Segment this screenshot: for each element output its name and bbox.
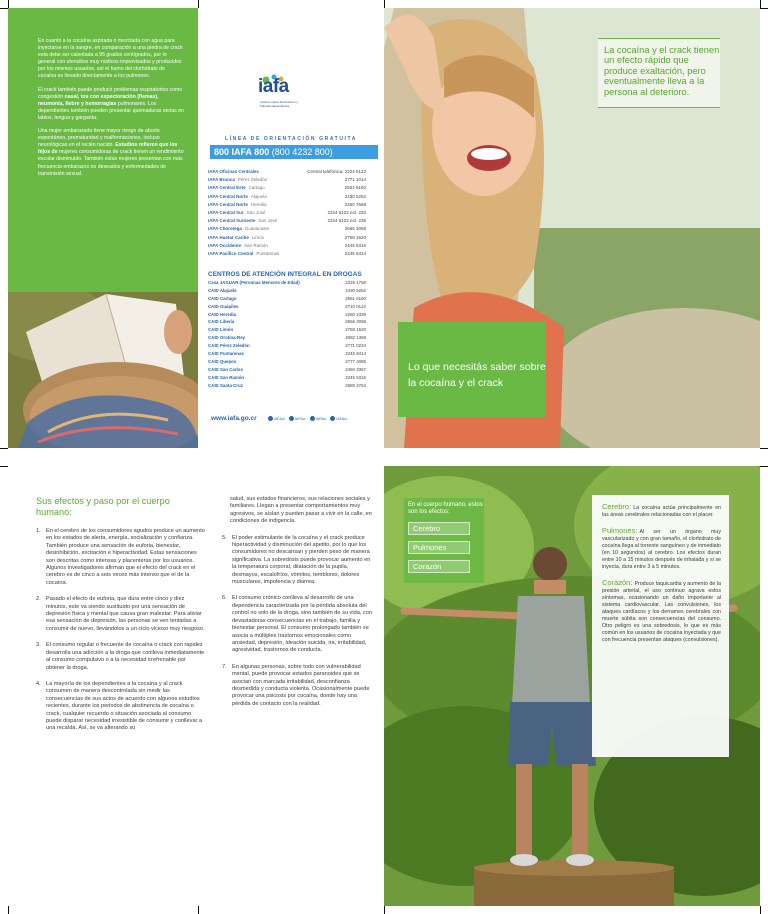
crop-mark (8, 0, 9, 8)
effect-text: Pasado el efecto de euforia, que dura entre cinco y diez minutos, este va siendo sustituido por una sensación de depresión física y mental que causa gran malestar. Para aliviar esa sensación de depresión, las personas se ven tentadas a consumir de nuevo, llevándolos a un ciclo vicioso muy riesgoso. (46, 596, 205, 632)
organ-paragraph (602, 579, 721, 644)
social-icon (310, 416, 315, 421)
office-city: Limón (251, 234, 265, 240)
office-name: IAFA Central Norte (208, 193, 248, 199)
iafa-logo-subtitle: Instituto sobre Alcoholismo y Farmacodependencia (260, 100, 299, 108)
organ-tag-1[interactable]: Pulmones (408, 541, 470, 554)
effects-column-1 (36, 496, 206, 742)
center-name: CAID Limón (208, 327, 234, 333)
office-phone[interactable]: 2771 1014 (344, 177, 366, 183)
center-phone[interactable]: 2771 0234 (345, 343, 366, 349)
pregnant-woman-reading-photo (8, 292, 198, 448)
body-effects-title: En el cuerpo humano, estos son los efectos: (408, 502, 483, 516)
office-city: San Ramón (244, 242, 268, 248)
center-name: CAID Puntarenas (208, 351, 244, 357)
effect-item (222, 595, 374, 654)
organ-name: Corazón: (602, 578, 633, 587)
office-name: IAFA Chorotega (208, 226, 242, 232)
center-row (208, 295, 376, 303)
effects-title: Sus efectos y paso por el cuerpo humano: (36, 496, 170, 517)
social-links (268, 416, 347, 421)
office-phone[interactable]: 2551 6160 (344, 185, 366, 191)
effects-column-2 (222, 496, 374, 717)
effect-item (222, 664, 374, 708)
center-phone[interactable]: 2710 0122 (345, 303, 366, 309)
effect-number: 2. (36, 596, 41, 603)
info-paragraph: En cuanto a la cocaína aspirada o mezclada con agua para inyectarse en la sangre, en comparación a una piedra de crack esta debe ser calentada a 95 grados centígrados, por lo general con utensilios muy rústicos improvisados y producidos por los mismos usuarios, así el humo del clorhidrato de cocaína es llevado directamente a los pulmones. (38, 38, 183, 80)
social-handle: IAFAcr (315, 416, 327, 421)
social-icon (330, 416, 335, 421)
organ-name: Pulmones: (602, 526, 638, 535)
center-row (208, 342, 376, 350)
organ-name: Cerebro: (602, 502, 632, 511)
center-row (208, 358, 376, 366)
center-row (208, 366, 376, 374)
social-link[interactable] (330, 416, 347, 421)
center-phone[interactable]: 2245 5316 (345, 374, 366, 380)
office-name: IAFA Occidente (208, 242, 242, 248)
body-effects-box (404, 498, 484, 583)
centers-list (208, 279, 376, 389)
office-city: Alajuela (250, 193, 267, 199)
office-phone[interactable]: 2758 1520 (344, 234, 366, 240)
office-name: IAFA Central Este (208, 185, 246, 191)
center-row (208, 326, 376, 334)
office-name: IAFA Brunca (208, 177, 235, 183)
crop-mark (760, 906, 761, 914)
center-name: CAID Liberia (208, 319, 235, 325)
office-phone[interactable]: 2666 3058 (344, 226, 366, 232)
social-link[interactable] (268, 416, 285, 421)
center-phone[interactable]: 2430 5252 (345, 287, 366, 293)
info-paragraph: El crack también puede producir problemas respiratorios como congestión nasal, tos con expectoración (flemas), neumonía, fiebre y hemorragias pulmonares. Los dependientes también pueden presentar quemaduras serias en labios, lengua y garganta. (38, 86, 184, 121)
social-icon (268, 416, 273, 421)
effect-number: 6. (222, 595, 227, 602)
center-name: CAID Pérez Zeledón (208, 343, 250, 349)
crack-info-panel (8, 8, 198, 292)
office-phone[interactable]: 2430 5252 (344, 193, 366, 199)
crop-mark (0, 466, 8, 467)
organ-paragraph (602, 527, 721, 571)
organ-text: La cocaína actúa principalmente en las áreas cerebrales relacionadas con el placer. (602, 505, 721, 518)
office-row (208, 217, 376, 225)
office-phone[interactable]: 2260 7668 (344, 201, 366, 207)
center-row (208, 311, 376, 319)
social-link[interactable] (289, 416, 306, 421)
office-city: Cartago (248, 185, 265, 191)
hotline-number[interactable]: 800 IAFA 800 (800 4232 800) (210, 145, 378, 159)
office-city: Puntarenas (256, 250, 280, 256)
office-name: IAFA Central Suroeste (208, 218, 256, 224)
organ-tags (408, 522, 484, 573)
crop-mark (760, 0, 761, 8)
crop-mark (198, 0, 199, 8)
center-phone[interactable]: 2245 9414 (345, 351, 366, 357)
effects-list (222, 535, 374, 709)
office-row (208, 234, 376, 242)
center-name: CAID Cartago (208, 295, 237, 301)
effect-text: El consumo crónico conlleva al desarrollo de una dependencia caracterizada por la pérdida absoluta del control no solo de la droga, sino también de su vida, con devastadoras consecuencias en el trabajo, familia y bienestar personal. El consumo prolongado también se asocia a múltiples trastornos emocionales como ansiedad, depresión, ideación suicida, ira, irritabilidad, agresividad, trastornos de conducta. (232, 595, 372, 654)
center-name: CAID Alajuela (208, 287, 237, 293)
info-paragraph: Una mujer embarazada tiene mayor riesgo de aborto espontáneo, prematuridad y malformaciones, incluso neurológicas en el recién nacido. Estudios refieren que los hijos de mujeres consumidoras de crack tienen un rendimiento escolar disminuido. También estas mujeres presentan con más frecuencia embarazos no deseados y enfermedades de transmisión sexual. (38, 128, 184, 177)
center-row (208, 318, 376, 326)
social-link[interactable] (310, 416, 327, 421)
effect-item (36, 528, 206, 587)
contacts-panel (200, 8, 382, 448)
crop-mark (198, 906, 199, 914)
organ-tag-0[interactable]: Cerebro (408, 522, 470, 535)
effect-item (222, 535, 374, 587)
center-name: CAID San Carlos (208, 366, 243, 372)
center-row (208, 350, 376, 358)
office-phone[interactable]: 2224 6122 ext. 235 (327, 218, 366, 224)
effect-item (36, 681, 206, 733)
crop-mark (0, 8, 8, 9)
effect-number: 1. (36, 528, 41, 534)
organ-text: Al ser un órgano muy vascularizado y con gran tamaño, el clorhidrato de cocaína llega al torrente sanguíneo y de inmediato (en 10 segundos) al cerebro. Los efectos duran entre 10 a 15 minutos después de inhalada y si se inyecta, dura entre 3 a 5 minutos. (602, 529, 721, 570)
effect-number: 7. (222, 663, 227, 670)
center-name: CAID Quepos (208, 358, 237, 364)
center-phone[interactable]: 2666 3058 (345, 319, 366, 325)
office-row (208, 176, 376, 184)
center-row (208, 374, 376, 382)
effect-text: La mayoría de los dependientes a la cocaína y al crack consumen de manera descontrolada sin medir las consecuencias de sus actos de acuerdo con algunos estudios recientes, durante los periodos de abstinencia de cocaína o crack, cualquier recuerdo o situación asociada al consumo puede disparar necesidad irresistible de consumir y conllevar a una recaída. Así, se va alterando su (46, 680, 203, 732)
effect-item (36, 642, 206, 672)
center-phone[interactable]: 2551 6160 (345, 295, 366, 301)
crop-mark (384, 906, 385, 914)
website-link[interactable]: www.iafa.go.cr (211, 415, 257, 422)
effect-item (36, 596, 206, 633)
office-phone[interactable]: 2445 5316 (344, 242, 366, 248)
office-city: Pérez Zeledón (237, 177, 268, 183)
center-phone[interactable]: 4082 1369 (345, 335, 366, 341)
office-row (208, 201, 376, 209)
office-city: Guanacaste (244, 226, 270, 232)
effect-number: 3. (36, 642, 41, 649)
effect-text: El consumo regular o frecuente de cocaína o crack con rapidez desarrolla una adicción a la droga que conlleva inmediatamente al consumo compulsivo o a la necesidad irrefrenable por obtener la droga. (46, 642, 205, 671)
effects-continuation: salud, sus estados financieros, sus relaciones sociales y familiares. Llegan a presentar comportamientos muy agresivos, se aíslan y pueden pasar a vivir en la calle, en condiciones de indigencia. (230, 496, 372, 525)
office-row (208, 193, 376, 201)
centers-title: CENTROS DE ATENCIÓN INTEGRAL EN DROGAS (208, 271, 362, 278)
center-phone[interactable]: 2777 4085 (345, 358, 366, 364)
center-row (208, 334, 376, 342)
office-phone[interactable]: Central telefónica: 2224 6122 (307, 169, 366, 174)
center-phone[interactable]: 2680 4764 (345, 382, 366, 388)
center-name: Casa JAGUAR (Personas Menores de Edad) (208, 280, 300, 285)
center-row (208, 279, 376, 287)
effect-text: En algunas personas, sobre todo con vulnerabilidad mental, puede provocar estados paranoides que se asocian con marcada irritabilidad, desconfianza desmedida y conducta violenta. Ocasionalmente puede provocar una psicosis por cocaína, donde hay una pérdida de contacto con la realidad. (232, 663, 370, 707)
effect-text: En el cerebro de los consumidores agudos produce un aumento en los estados de alerta, energía, socialización y confianza. También produce una sensación de euforia, bienestar, desinhibición, excitación e hiperactividad. Estas sensaciones son descritas como intensas y placenteras por los usuarios. Algunos investigadores afirman que el efecto del crack en el cerebro es de cinco a seis veces más intenso que el de la cocaína. (46, 528, 205, 586)
effect-number: 4. (36, 680, 41, 687)
offices-list (208, 168, 376, 258)
center-phone[interactable]: 2260 2339 (345, 311, 366, 317)
center-row (208, 382, 376, 390)
effects-list (36, 528, 206, 733)
office-row (208, 242, 376, 250)
office-city: San José (258, 218, 278, 224)
office-name: IAFA Pacífico Central (208, 250, 254, 256)
office-name: IAFA Central Sur (208, 209, 244, 215)
center-name: CAID Heredia (208, 311, 237, 317)
hotline-label: LÍNEA DE ORIENTACIÓN GRATUITA (224, 136, 358, 142)
office-name: IAFA Central Norte (208, 201, 248, 207)
organ-paragraph (602, 503, 721, 519)
office-phone[interactable]: 2224 6122 ext. 233 (327, 209, 366, 215)
office-city: San José (246, 209, 266, 215)
office-name: IAFA Huetar Caribe (208, 234, 249, 240)
effect-text: El poder estimulante de la cocaína y el crack produce hiperactividad y disminución del apetito, por lo que los consumidores no descansan y pierden peso de manera significativa. La sobredosis puede provocar aumento en la temperatura corporal, dilatación de la pupila, desmayos, escalofríos, vómitos, temblores, dolores musculares, impotencia y diarrea. (232, 534, 371, 586)
center-name: CAID Orotina-Rey (208, 335, 246, 341)
office-row (208, 168, 376, 176)
social-handle: IAFAcr (294, 416, 306, 421)
social-handle: IAFAcr (274, 416, 285, 421)
office-name: IAFA Oficinas Centrales (208, 169, 259, 174)
center-name: CAID San Ramón (208, 374, 245, 380)
crop-mark (8, 906, 9, 914)
office-city: Heredia (250, 201, 267, 207)
office-row (208, 225, 376, 233)
crop-mark (384, 0, 385, 8)
center-phone[interactable]: 2460 3367 (345, 366, 366, 372)
crop-mark (760, 8, 768, 9)
center-row (208, 303, 376, 311)
organ-text: Produce taquicardia y aumento de la presión arterial, el uso continuo agrava estos síntomas, ocasionando un daño importante al sistema cardiovascular. Las convulsiones, los ataques cardíacos y los derrames cerebrales con muerte súbita son consecuencias del consumo. Otro peligro es una sobredosis, lo que es más común en los usuarios de cocaína inyectada y que con frecuencia presentan ataques (convulsiones). (602, 581, 721, 643)
social-icon (289, 416, 294, 421)
crop-mark (0, 448, 8, 449)
office-row (208, 209, 376, 217)
effect-number: 5. (222, 534, 227, 541)
cover-title: Lo que necesitás saber sobre la cocaína y el crack (398, 322, 546, 417)
cover-quote: La cocaína y el crack tienen un efecto rápido que produce exaltación, pero eventualmente lleva a la persona al deterioro. (598, 38, 720, 108)
crop-mark (760, 448, 768, 449)
center-phone[interactable]: 2758 1520 (345, 327, 366, 333)
iafa-logo-text: iafa (258, 76, 289, 97)
center-name: CAID Santa Cruz (208, 382, 243, 388)
office-row (208, 250, 376, 258)
center-row (208, 287, 376, 295)
organ-effects-panel (592, 495, 729, 757)
organ-tag-2[interactable]: Corazón (408, 560, 470, 573)
office-row (208, 184, 376, 192)
social-handle: IAFAcr (336, 416, 348, 421)
crop-mark (760, 466, 768, 467)
office-phone[interactable]: 2245 9414 (344, 250, 366, 256)
center-phone[interactable]: 2225 1758 (345, 280, 366, 285)
center-name: CAID Guápiles (208, 303, 239, 309)
